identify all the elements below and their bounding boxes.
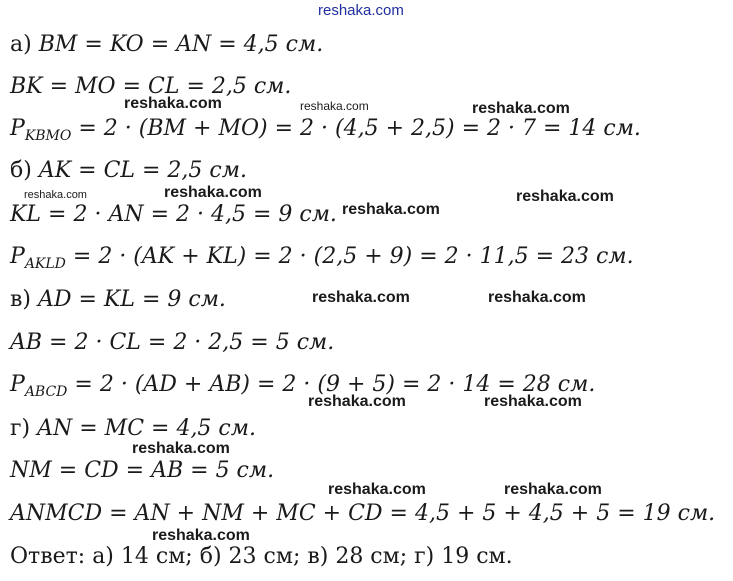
solution-line-b2 xyxy=(10,204,337,226)
part-label: б) xyxy=(10,158,39,183)
watermark: reshaka.com xyxy=(152,527,250,544)
equation: = 2 · (AK + KL) = 2 · (2,5 + 9) = 2 · 11,5 = 23 см. xyxy=(65,244,634,269)
solution-line-d1 xyxy=(10,418,256,440)
equation: BK = MO = CL = 2,5 см. xyxy=(10,74,292,99)
watermark: reshaka.com xyxy=(164,184,262,201)
answer-text: Ответ: а) 14 см; б) 23 см; в) 28 см; г) 19 см. xyxy=(10,544,513,569)
solution-line-c1 xyxy=(10,289,226,311)
solution-line-d3 xyxy=(10,503,715,525)
watermark: reshaka.com xyxy=(504,481,602,498)
watermark: reshaka.com xyxy=(132,440,230,457)
solution-line-c2 xyxy=(10,332,334,354)
answer-line xyxy=(10,546,513,568)
equation: AD = KL = 9 см. xyxy=(37,287,226,312)
equation: = 2 · (BM + MO) = 2 · (4,5 + 2,5) = 2 · 7 = 14 см. xyxy=(71,116,641,141)
watermark-top: reshaka.com xyxy=(318,2,404,19)
watermark: reshaka.com xyxy=(328,481,426,498)
perimeter-symbol: P xyxy=(10,244,25,269)
equation: AN = MC = 4,5 см. xyxy=(37,416,256,441)
solution-line-a1 xyxy=(10,34,323,56)
watermark: reshaka.com xyxy=(484,393,582,410)
perimeter-subscript: AKLD xyxy=(24,256,66,272)
watermark: reshaka.com xyxy=(472,100,570,117)
equation: NM = CD = AB = 5 см. xyxy=(10,458,275,483)
solution-line-a3 xyxy=(10,118,641,143)
equation: AK = CL = 2,5 см. xyxy=(38,158,247,183)
watermark: reshaka.com xyxy=(24,189,87,201)
part-label: г) xyxy=(10,416,38,441)
perimeter-symbol: P xyxy=(10,372,25,397)
part-label: а) xyxy=(10,32,39,57)
watermark: reshaka.com xyxy=(300,99,369,113)
watermark: reshaka.com xyxy=(516,188,614,205)
equation: AB = 2 · CL = 2 · 2,5 = 5 см. xyxy=(10,330,335,355)
part-label: в) xyxy=(10,287,38,312)
solution-line-b1 xyxy=(10,160,247,182)
solution-line-b3 xyxy=(10,246,634,271)
watermark: reshaka.com xyxy=(488,289,586,306)
watermark: reshaka.com xyxy=(342,201,440,218)
watermark: reshaka.com xyxy=(308,393,406,410)
equation: KL = 2 · AN = 2 · 4,5 = 9 см. xyxy=(10,202,337,227)
equation: ANMCD = AN + NM + MC + CD = 4,5 + 5 + 4,5 + 5 = 19 см. xyxy=(10,501,716,526)
equation: BM = KO = AN = 4,5 см. xyxy=(38,32,324,57)
watermark: reshaka.com xyxy=(124,95,222,112)
watermark: reshaka.com xyxy=(312,289,410,306)
perimeter-subscript: ABCD xyxy=(24,384,68,400)
perimeter-symbol: P xyxy=(10,116,25,141)
equation: = 2 · (AD + AB) = 2 · (9 + 5) = 2 · 14 = 28 см. xyxy=(67,372,596,397)
solution-line-d2 xyxy=(10,460,274,482)
solution-line-c3 xyxy=(10,374,595,399)
perimeter-subscript: KBMO xyxy=(24,128,72,144)
solution-line-a2 xyxy=(10,76,291,98)
